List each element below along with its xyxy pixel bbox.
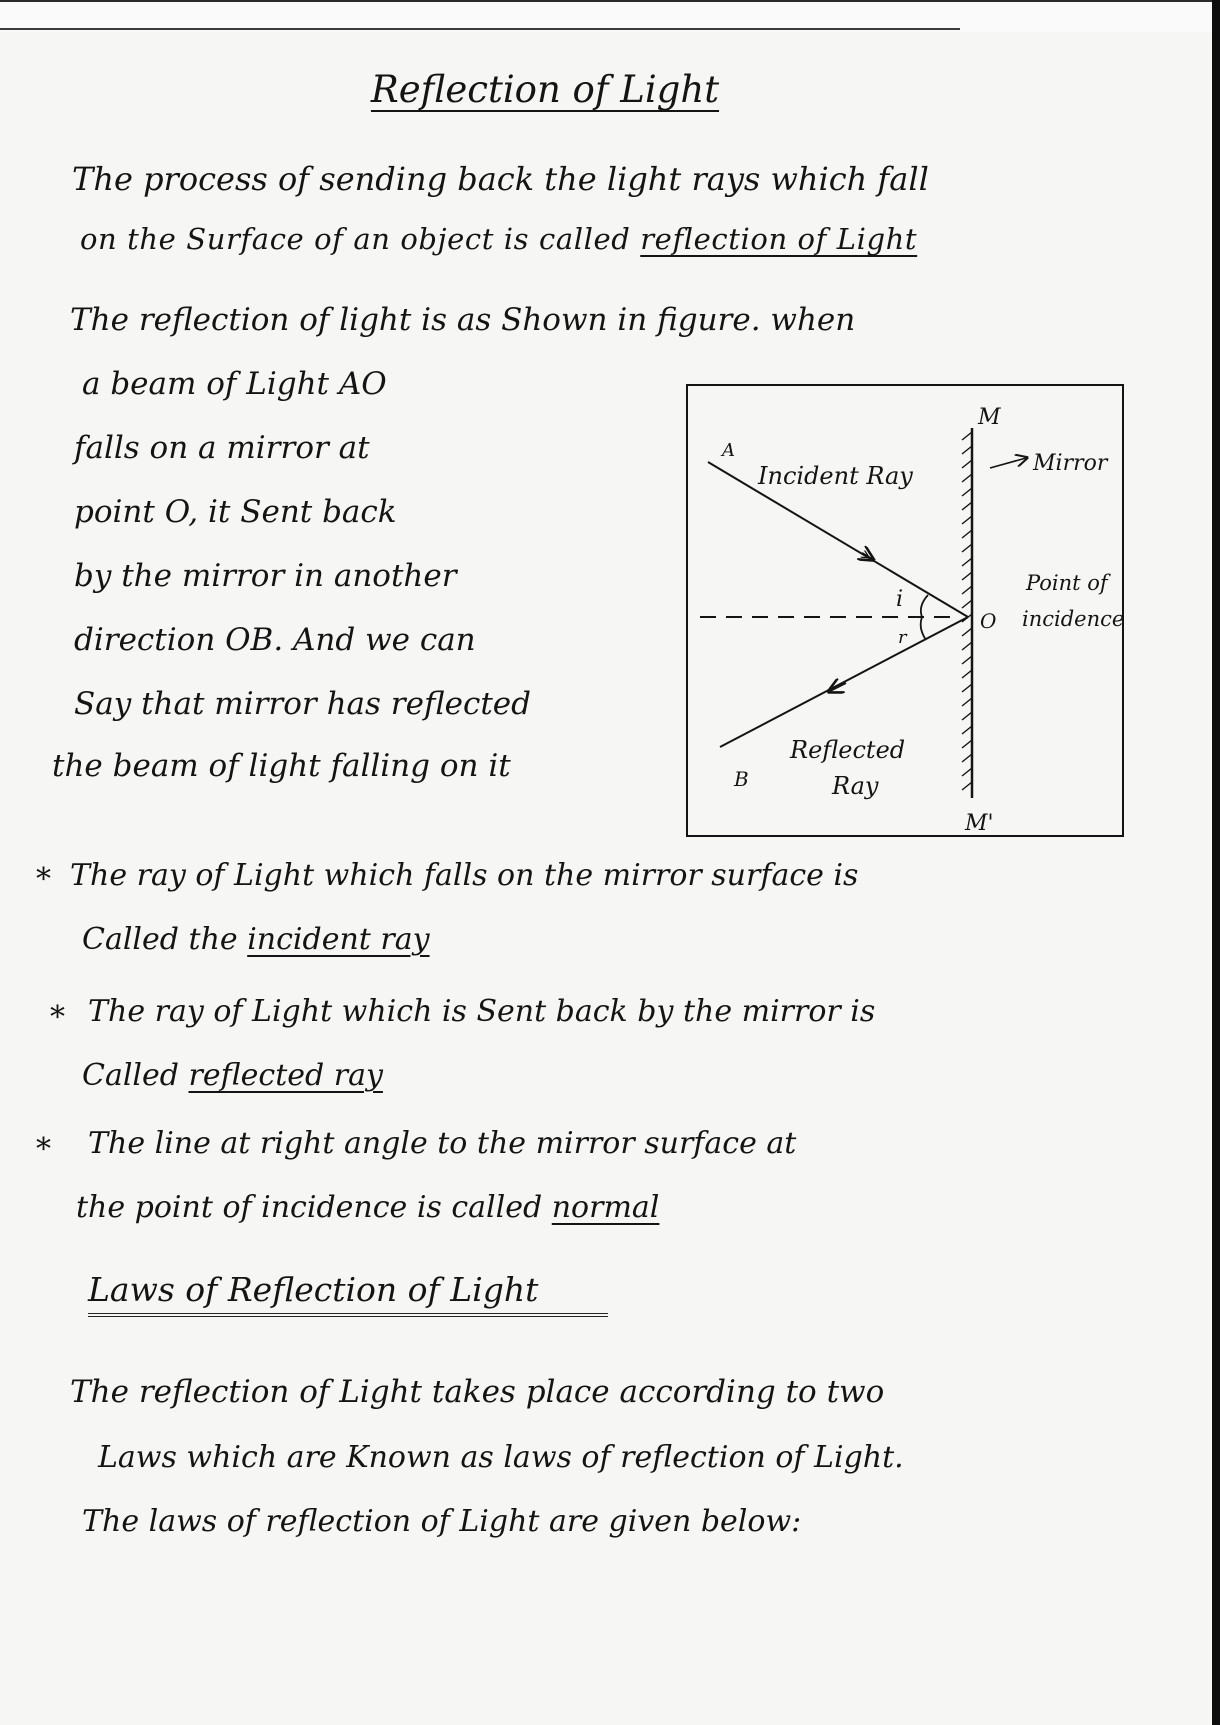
bullet-1-term: incident ray [247, 922, 430, 957]
paragraph-2-line-3: falls on a mirror at [74, 430, 370, 466]
paragraph-1-line-1: The process of sending back the light rays which fall [72, 160, 929, 198]
paragraph-2-line-7: Say that mirror has reflected [74, 686, 531, 722]
laws-heading: Laws of Reflection of Light [88, 1270, 608, 1317]
bullet-3-line-2 [76, 1190, 659, 1225]
laws-paragraph-line-3: The laws of reflection of Light are given below: [82, 1504, 802, 1539]
label-M: M [978, 405, 1001, 430]
label-point-of-incidence-1: Point of [1026, 571, 1108, 595]
angle-i-arc [921, 595, 928, 617]
label-r: r [898, 627, 907, 648]
label-M-prime: M' [965, 811, 994, 836]
bullet-2-prefix: Called [82, 1058, 189, 1093]
angle-r-arc [921, 617, 926, 640]
reflected-ray-line [720, 617, 968, 747]
label-reflected-ray-1: Reflected [790, 736, 906, 764]
bullet-1-marker: * [36, 862, 51, 897]
label-mirror: Mirror [1033, 451, 1108, 476]
bullet-3-prefix: the point of incidence is called [76, 1190, 552, 1225]
paragraph-1-line-2-lead: on the Surface of an object is called [80, 222, 641, 256]
bullet-1-line-2 [82, 922, 430, 957]
mirror-hatching [962, 432, 972, 790]
paragraph-2-line-5: by the mirror in another [74, 558, 457, 594]
label-reflected-ray-2: Ray [832, 772, 879, 800]
bullet-2-line-1: The ray of Light which is Sent back by the mirror is [88, 994, 876, 1029]
label-i: i [896, 587, 904, 612]
bullet-2-line-2 [82, 1058, 383, 1093]
bullet-1-line-1: The ray of Light which falls on the mirror surface is [70, 858, 859, 893]
bullet-2-marker: * [50, 1000, 65, 1035]
mirror-pointer-arrow [990, 458, 1026, 468]
bullet-3-line-1: The line at right angle to the mirror surface at [88, 1126, 797, 1161]
paragraph-2-line-6: direction OB. And we can [74, 622, 476, 658]
bullet-3-term: normal [551, 1190, 660, 1225]
bullet-1-prefix: Called the [82, 922, 248, 957]
label-B: B [734, 767, 749, 791]
laws-paragraph-line-1: The reflection of Light takes place according to two [70, 1374, 885, 1410]
paragraph-2-line-8: the beam of light falling on it [52, 748, 511, 784]
page-title: Reflection of Light [370, 68, 720, 111]
paragraph-2-line-1: The reflection of light is as Shown in figure. when [70, 302, 856, 338]
label-point-of-incidence-2: incidence [1022, 607, 1125, 631]
laws-paragraph-line-2: Laws which are Known as laws of reflection of Light. [98, 1440, 904, 1475]
incident-arrowhead [862, 553, 872, 559]
bullet-3-marker: * [36, 1132, 51, 1167]
label-O: O [980, 609, 997, 633]
paragraph-1-term: reflection of Light [640, 222, 918, 256]
bullet-2-term: reflected ray [188, 1058, 383, 1093]
label-A: A [722, 440, 735, 461]
paragraph-2-line-2: a beam of Light AO [82, 366, 387, 402]
label-incident-ray: Incident Ray [758, 462, 913, 490]
paragraph-2-line-4: point O, it Sent back [74, 494, 397, 530]
